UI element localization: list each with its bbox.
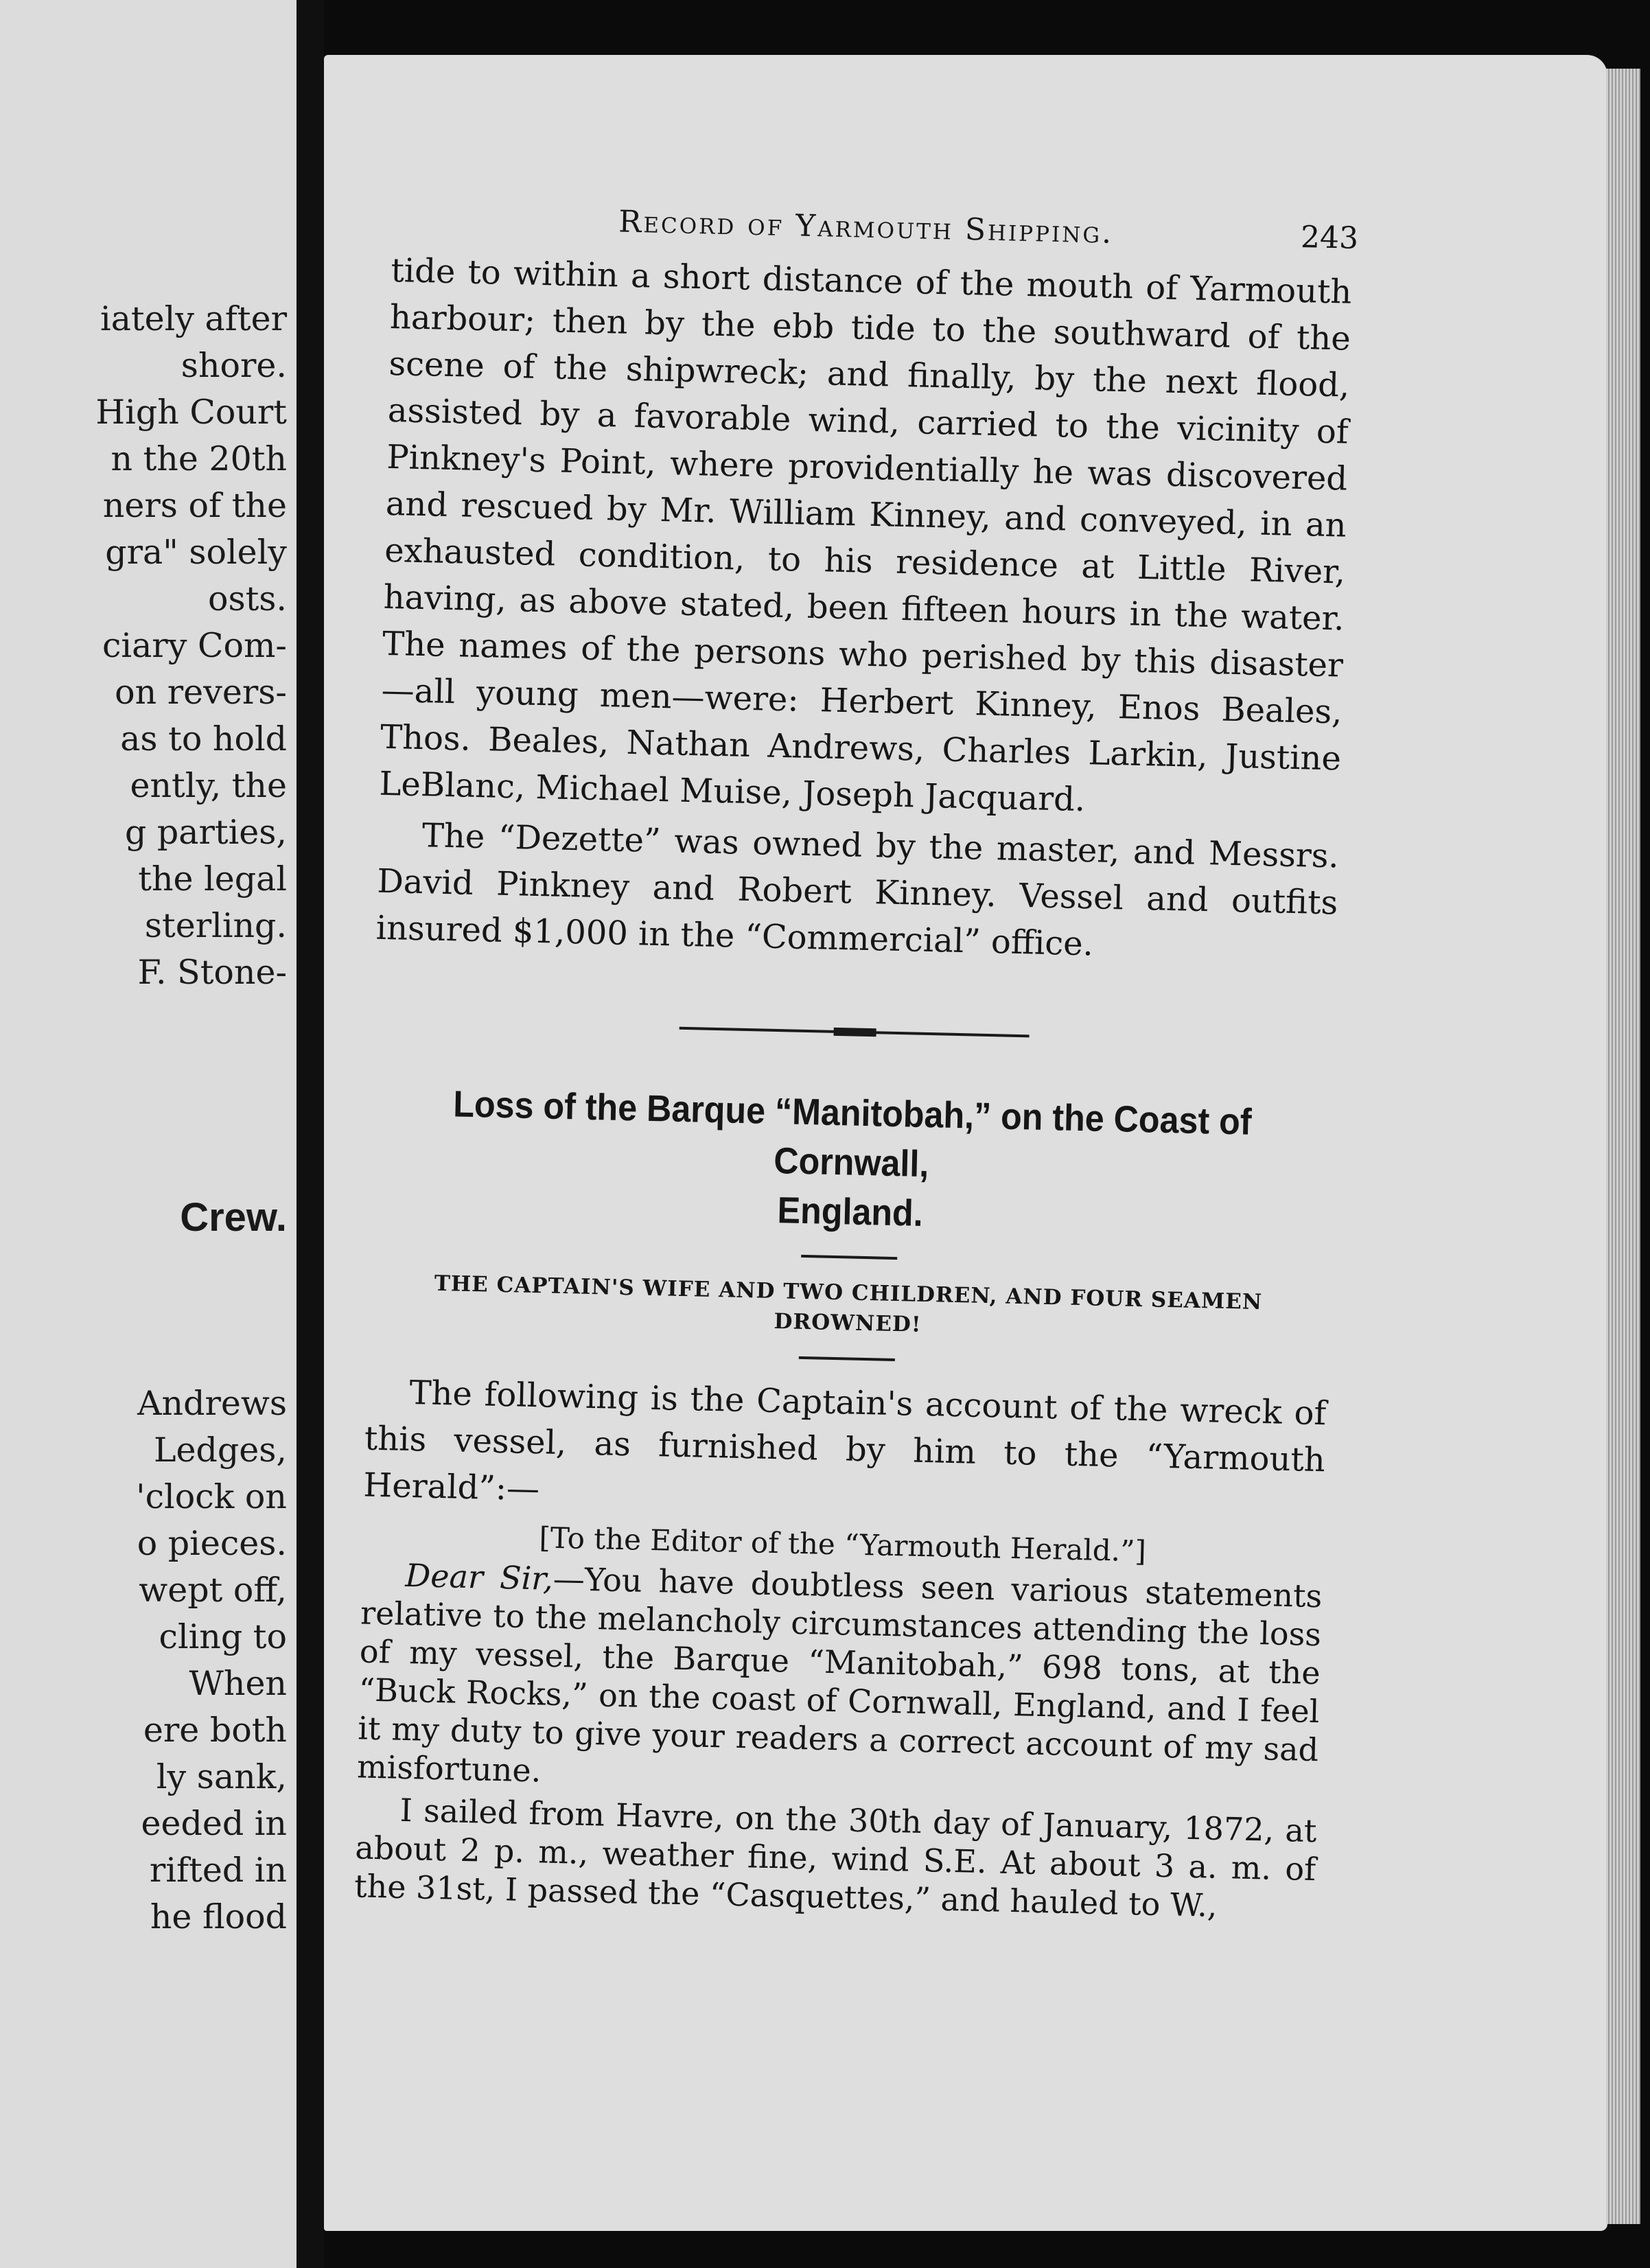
letter-paragraph — [357, 1555, 1323, 1807]
left-page-line: wept off, — [139, 1571, 287, 1610]
letter-heading: [To the Editor of the “Yarmouth Herald.”] — [538, 1520, 1147, 1569]
continuation-paragraph: tide to within a short distance of the mouth of Yarmouth harbour; then by the ebb tide to the southward of the scene of the shipwreck; and finally, by the next flood, assisted by a favorable wind, carried to the vicinity of Pinkney's Point, where providentially he was discovered and rescued by Mr. William Kinney, and conveyed, in an exhausted condition, to his residence at Little River, having, as above stated, been fifteen hours in the water. The names of the persons who perished by this disaster—all young men—were: Herbert Kinney, Enos Beales, Thos. Beales, Nathan Andrews, Charles Larkin, Justine LeBlanc, Michael Muise, Joseph Jacquard. — [379, 251, 1352, 820]
left-page-line: F. Stone- — [137, 953, 287, 992]
left-page-line: he flood — [150, 1897, 287, 1936]
book-gutter — [297, 0, 324, 2268]
left-page-line: sterling. — [144, 906, 287, 945]
left-page-line: High Court — [95, 393, 287, 432]
left-page-line: ly sank, — [156, 1757, 287, 1796]
article-title-line: Loss of the Barque “Manitobah,” on the Coast of Cornwall, — [452, 1083, 1253, 1185]
left-page-line: g parties, — [124, 813, 287, 852]
left-page-line: Andrews — [137, 1384, 287, 1423]
salutation: Dear Sir, — [404, 1556, 554, 1597]
left-page-line: on revers- — [115, 673, 287, 712]
article-title-line: England. — [777, 1190, 924, 1234]
page-content — [353, 199, 1359, 1927]
left-page-line: shore. — [181, 346, 287, 385]
article-title — [403, 1078, 1300, 1247]
left-page-line: gra" solely — [105, 533, 287, 572]
title-rule — [801, 1255, 897, 1260]
ownership-paragraph: The “Dezette” was owned by the master, and Messrs. David Pinkney and Robert Kinney. Vessel and outfits insured $1,000 in the “Commercial” office. — [375, 816, 1340, 964]
left-page-line: Ledges, — [154, 1431, 287, 1470]
left-page-line: 'clock on — [136, 1477, 287, 1516]
left-page-line: ners of the — [102, 486, 287, 525]
left-page-line: ere both — [143, 1711, 287, 1750]
left-page-line: rifted in — [149, 1851, 287, 1890]
left-page-line: eeded in — [141, 1804, 287, 1843]
left-page-line: ently, the — [130, 766, 287, 805]
page-edges — [1606, 69, 1640, 2224]
page-number: 243 — [1300, 220, 1359, 256]
letter-paragraph: I sailed from Havre, on the 30th day of January, 1872, at about 2 p. m., weather fine, wind S.E. At about 3 a. m. of the 31st, I passed the “Casquettes,” and hauled to W., — [353, 1791, 1318, 1924]
left-page-line: ciary Com- — [102, 626, 287, 665]
left-page-line: the legal — [138, 859, 287, 899]
left-page-line: iately after — [100, 299, 287, 338]
left-page-line: o pieces. — [137, 1524, 287, 1563]
left-page-heading: Crew. — [180, 1195, 287, 1240]
section-separator — [679, 1027, 1030, 1038]
letter-body: —You have doubtless seen various statements relative to the melancholy circumstances attending the loss of my vessel, the Barque “Manitobah,” 698 tons, at the “Buck Rocks,” on the coast of Cornwall, England, and I feel it my duty to give your readers a correct account of my sad misfortune. — [356, 1560, 1323, 1790]
running-title: Record of Yarmouth Shipping. — [618, 204, 1114, 251]
left-page — [0, 0, 297, 2268]
left-page-line: When — [189, 1664, 287, 1703]
subheading-rule — [799, 1356, 895, 1361]
left-page-line: as to hold — [120, 719, 287, 759]
left-page-line: n the 20th — [111, 439, 287, 478]
left-page-line: osts. — [207, 579, 287, 618]
article-subheading: THE CAPTAIN'S WIFE AND TWO CHILDREN, AND FOUR SEAMEN DROWNED! — [434, 1271, 1263, 1337]
intro-paragraph: The following is the Captain's account of the wreck of this vessel, as furnished by him to the “Yarmouth Herald”:— — [362, 1374, 1327, 1509]
left-page-line: cling to — [159, 1617, 287, 1656]
